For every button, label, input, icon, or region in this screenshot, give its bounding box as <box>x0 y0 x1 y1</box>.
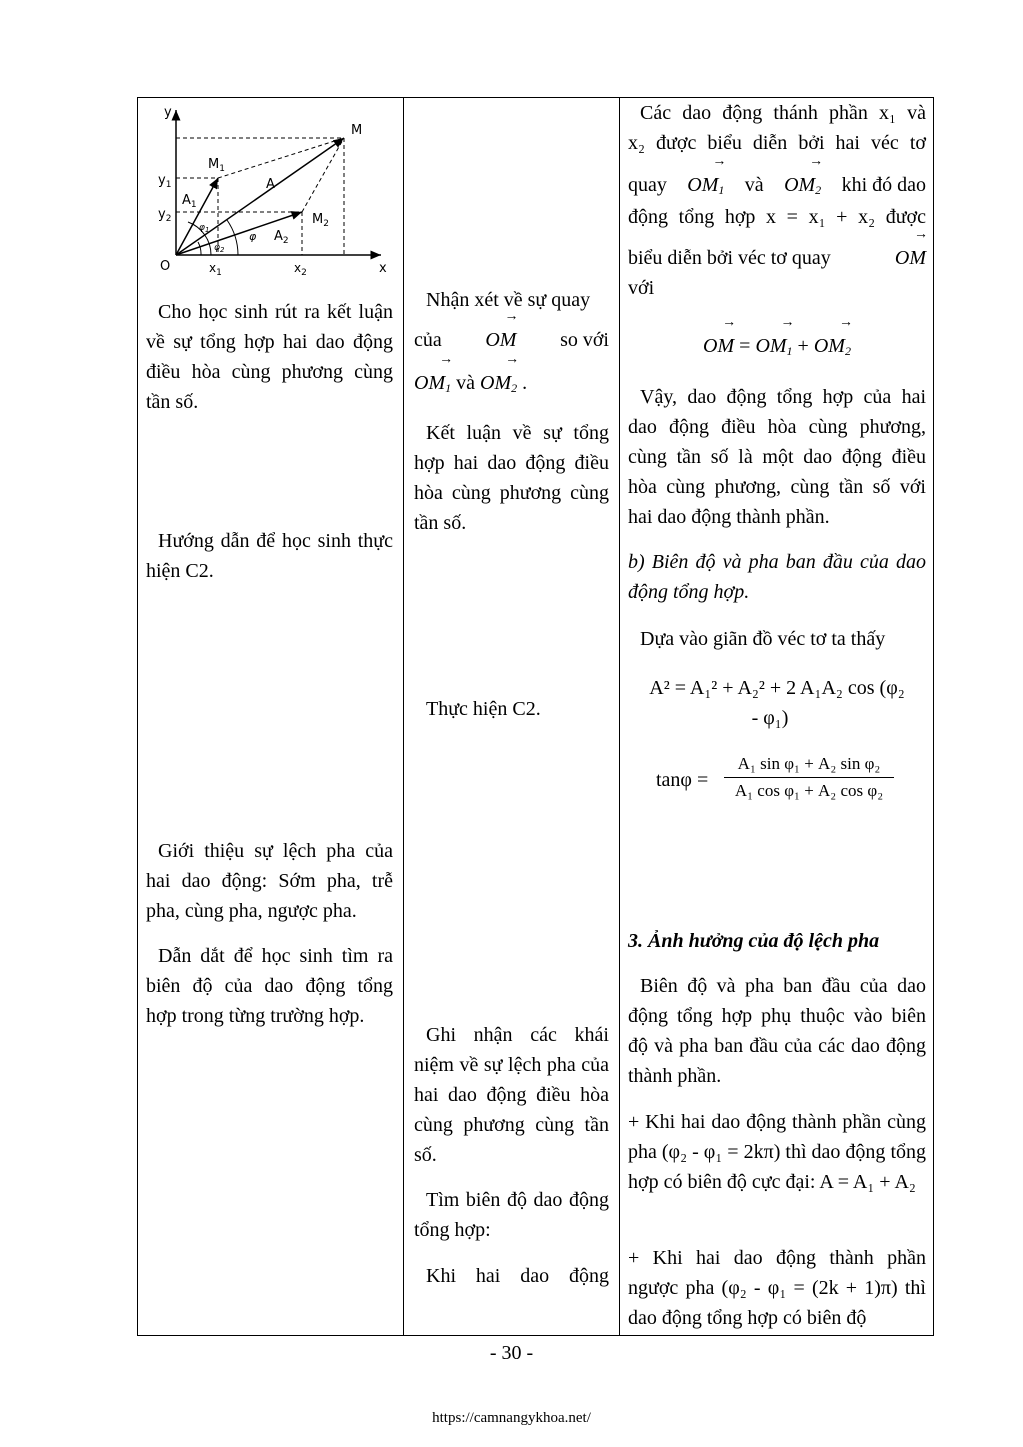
phi2-label: $\varphi_2$ <box>214 243 225 254</box>
content-p1-line6: với <box>628 277 655 299</box>
content-paragraph-6: Biên độ và pha ban đầu của dao động tổng hợp phụ thuộc vào biên độ và pha ban đầu của các dao động thành phần. <box>628 975 926 1087</box>
vector-a1-label: $A_1$ <box>182 193 197 210</box>
content-p1-line4: động tổng hợp x = x₁ + x₂ được <box>628 206 926 228</box>
page-number: - 30 - <box>489 1342 534 1364</box>
y2-label: $y_2$ <box>158 207 172 224</box>
x-axis-label: x <box>379 261 387 276</box>
y-axis-label: y <box>164 105 172 120</box>
vector-om <box>176 138 344 255</box>
text-so-voi: so với <box>560 329 609 351</box>
teacher-paragraph-1: Cho học sinh rút ra kết luận về sự tổng hợp hai dao động điều hòa cùng phương cùng tần số. <box>146 301 393 413</box>
vector-sum-equation: → OM = → $OM_1$ + → $OM_2$ <box>628 331 926 366</box>
amplitude-equation-line1: A² = A₁² + A₂² + 2 A₁A₂ cos (φ₂ <box>649 677 905 699</box>
student-paragraph-1b <box>414 325 609 355</box>
vector-om1: → $OM_1$ <box>414 368 451 403</box>
student-paragraph-5: Tìm biên độ dao động tổng hợp: <box>414 1189 609 1241</box>
vector-om: → OM <box>895 243 926 273</box>
vector-om2 <box>176 212 302 255</box>
teacher-paragraph-4: Dẫn dắt để học sinh tìm ra biên độ của dao động tổng hợp trong từng trường hợp. <box>146 945 393 1027</box>
vector-a-label: A <box>266 177 275 192</box>
text-dot: . <box>522 372 528 394</box>
phi-label: φ <box>249 230 257 243</box>
content-paragraph-8: + Khi hai dao động thành phần ngược pha (φ₂ - φ₁ = (2k + 1)π) thì dao động tổng hợp có biên độ <box>628 1247 926 1329</box>
point-m2-label: $M_2$ <box>312 212 329 229</box>
student-paragraph-2: Kết luận về sự tổng hợp hai dao động điều hòa cùng phương cùng tần số. <box>414 422 609 534</box>
phi1-label: $\varphi_1$ <box>199 223 210 234</box>
student-paragraph-3: Thực hiện C2. <box>426 698 541 720</box>
subheading-b: b) Biên độ và pha ban đầu của dao động tổng hợp. <box>628 551 926 603</box>
text-cua: của <box>414 329 442 351</box>
student-paragraph-1c <box>414 368 609 403</box>
content-p1-line5: biểu diễn bởi véc tơ quay → OM <box>628 243 926 273</box>
vector-om2: → $OM_2$ <box>784 170 821 205</box>
content-column <box>620 98 933 1335</box>
vector-om1: → $OM_1$ <box>687 170 724 205</box>
teacher-activity-column <box>138 98 403 1335</box>
content-paragraph-7: + Khi hai dao động thành phần cùng pha (φ₂ - φ₁ = 2kπ) thì dao động tổng hợp có biên độ cực đại: A = A₁ + A₂ <box>628 1111 926 1193</box>
vector-om: → OM <box>485 325 516 355</box>
tan-label: tanφ = <box>656 769 709 791</box>
x1-label: $x_1$ <box>209 261 222 278</box>
point-m-label: M <box>351 123 363 138</box>
y1-label: $y_1$ <box>158 173 172 190</box>
content-paragraph-4: Dựa vào giãn đồ véc tơ ta thấy <box>640 628 886 650</box>
fraction-denominator: A₁ cos φ₁ + A₂ cos φ₂ <box>734 781 884 800</box>
vector-om2: → $OM_2$ <box>480 368 517 403</box>
tan-fraction <box>724 754 894 801</box>
text-va: và <box>456 372 475 394</box>
point-m1-label: $M_1$ <box>208 157 225 174</box>
section-heading-3: 3. Ảnh hưởng của độ lệch pha <box>628 930 880 952</box>
content-p1-line2: x₂ được biểu diễn bởi hai véc tơ <box>628 132 926 154</box>
content-paragraph-2: Vậy, dao động tổng hợp của hai dao động điều hòa cùng phương, cùng tần số là một dao động điều hòa cùng phương, cùng tần số với hai dao động thành phần. <box>628 386 926 528</box>
x2-label: $x_2$ <box>294 261 307 278</box>
vector-diagram <box>146 100 396 280</box>
content-p1-line3: quay → $OM_1$ và → $OM_2$ khi đó dao <box>628 170 926 205</box>
student-paragraph-4: Ghi nhận các khái niệm về sự lệch pha của hai dao động điều hòa cùng phương cùng tần số. <box>414 1024 609 1166</box>
teacher-paragraph-3: Giới thiệu sự lệch pha của hai dao động: Sớm pha, trễ pha, cùng pha, ngược pha. <box>146 840 393 922</box>
student-activity-column <box>404 98 619 1335</box>
footer-url[interactable]: https://camnangykhoa.net/ <box>432 1410 591 1426</box>
lesson-table <box>137 97 934 1336</box>
amplitude-equation-line2: - φ₁) <box>751 707 789 729</box>
student-paragraph-6: Khi hai dao động <box>426 1265 609 1287</box>
teacher-paragraph-2: Hướng dẫn để học sinh thực hiện C2. <box>146 530 393 582</box>
vector-a2-label: $A_2$ <box>274 229 289 246</box>
content-p1-line1: Các dao động thánh phần x₁ và <box>640 102 926 124</box>
student-paragraph-1a: Nhận xét về sự quay <box>426 289 591 311</box>
fraction-numerator: A₁ sin φ₁ + A₂ sin φ₂ <box>737 754 881 773</box>
origin-label: O <box>160 259 171 274</box>
